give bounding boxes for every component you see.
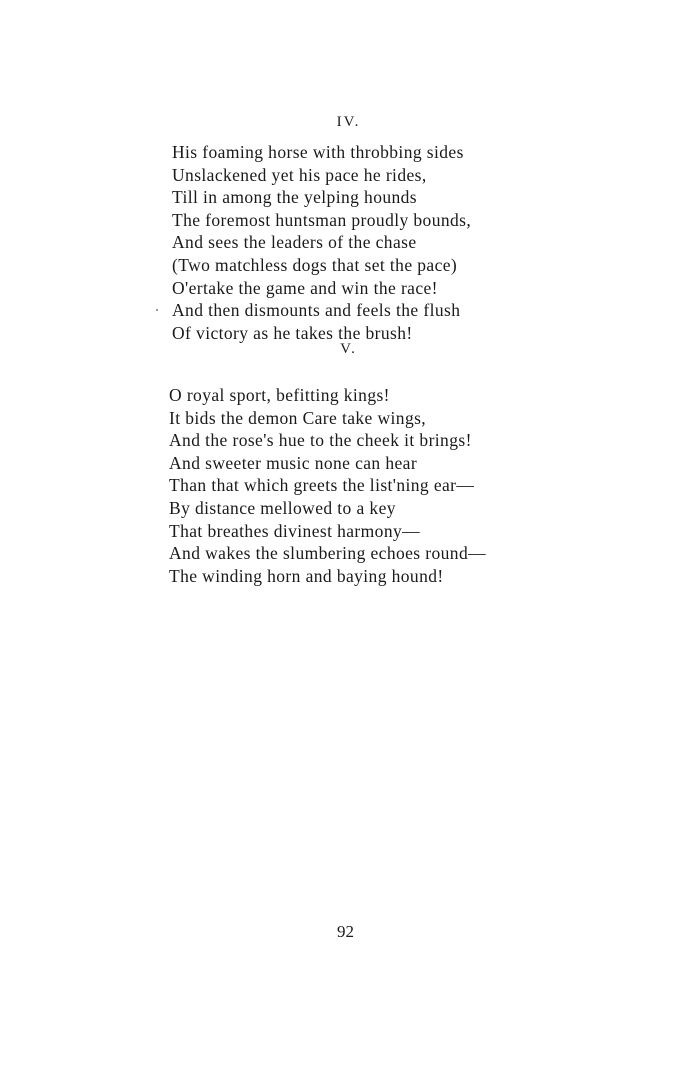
poem-line: And wakes the slumbering echoes round— — [169, 543, 487, 564]
poem-line: Than that which greets the list'ning ear— — [169, 475, 475, 496]
poem-line: It bids the demon Care take wings, — [169, 407, 427, 428]
poem-line: Unslackened yet his pace he rides, — [172, 164, 427, 185]
poem-line: And the rose's hue to the cheek it brings! — [169, 430, 472, 451]
poem-line: That breathes divinest harmony— — [169, 520, 421, 541]
poem-line: And then dismounts and feels the flush — [172, 300, 461, 321]
page-number: 92 — [337, 922, 354, 941]
poem-stanza — [172, 141, 471, 344]
poem-line: Of victory as he takes the brush! — [172, 322, 413, 343]
poem-line: The foremost huntsman proudly bounds, — [172, 209, 472, 230]
print-speck — [156, 309, 158, 311]
poem-line: His foaming horse with throbbing sides — [172, 142, 464, 162]
stanza-heading: IV. — [336, 114, 361, 130]
poem-line: And sweeter music none can hear — [169, 452, 418, 473]
poem-line: O'ertake the game and win the race! — [172, 277, 438, 298]
poem-stanza — [169, 384, 486, 587]
poem-line: And sees the leaders of the chase — [172, 232, 417, 253]
poem-line: The winding horn and baying hound! — [169, 565, 444, 586]
poem-line: (Two matchless dogs that set the pace) — [172, 254, 458, 275]
poem-line: By distance mellowed to a key — [169, 497, 396, 518]
poem-line: Till in among the yelping hounds — [172, 187, 418, 208]
stanza-heading: V. — [340, 341, 357, 357]
poem-line: O royal sport, befitting kings! — [169, 385, 390, 405]
